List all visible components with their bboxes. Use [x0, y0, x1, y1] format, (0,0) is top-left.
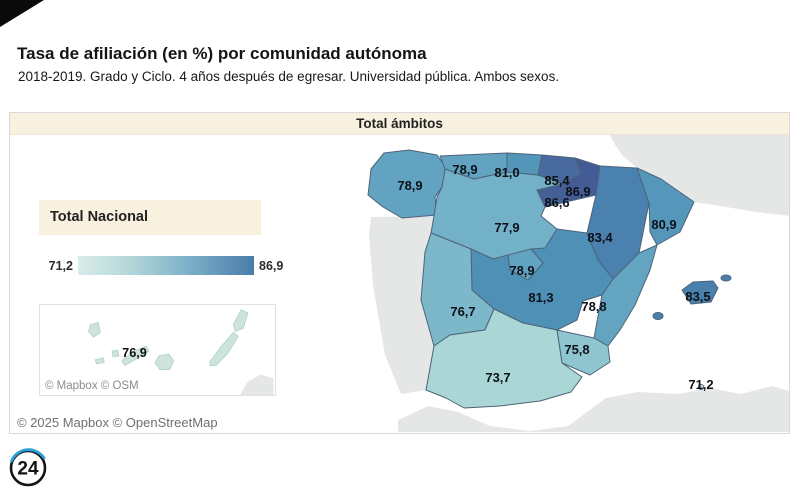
panel-header-total-ambitos: Total ámbitos — [10, 113, 789, 135]
label-baleares: 83,5 — [685, 289, 711, 304]
inset-map-attribution[interactable]: © Mapbox © OSM — [45, 380, 139, 392]
baleares-menorca[interactable] — [721, 275, 731, 281]
map-panel — [9, 112, 790, 434]
logo-text: 24 — [17, 458, 39, 480]
region-canarias[interactable] — [89, 310, 248, 370]
island-gran-canaria[interactable] — [155, 354, 174, 370]
label-valencia: 78,8 — [581, 299, 607, 314]
label-castilla-la-mancha: 81,3 — [528, 290, 554, 305]
legend-min-value: 71,2 — [48, 258, 73, 273]
island-el-hierro[interactable] — [95, 358, 104, 364]
color-scale-legend — [39, 256, 283, 275]
legend-gradient-bar — [78, 256, 254, 275]
site-logo-24 — [6, 445, 50, 489]
label-asturias: 78,9 — [452, 162, 478, 177]
canary-islands-inset-map — [39, 304, 276, 396]
island-fuerteventura[interactable] — [210, 332, 238, 365]
label-la-rioja: 86,6 — [544, 195, 570, 210]
label-navarra: 86,9 — [565, 184, 591, 199]
label-castilla-y-leon: 77,9 — [494, 220, 520, 235]
map-attribution[interactable]: © 2025 Mapbox © OpenStreetMap — [17, 415, 218, 430]
legend-title-box: Total Nacional — [39, 200, 261, 235]
inset-africa-corner — [240, 374, 273, 395]
label-cantabria: 81,0 — [494, 165, 520, 180]
island-la-palma[interactable] — [89, 323, 101, 338]
island-lanzarote[interactable] — [233, 310, 248, 332]
label-melilla: 71,2 — [688, 377, 714, 392]
label-aragon: 83,4 — [587, 230, 613, 245]
label-madrid: 78,9 — [509, 263, 535, 278]
legend-max-value: 86,9 — [259, 258, 284, 273]
page-subtitle: 2018-2019. Grado y Ciclo. 4 años después de egresar. Universidad pública. Ambos sexos. — [18, 69, 560, 84]
baleares-ibiza[interactable] — [653, 313, 663, 320]
label-canarias: 76,9 — [122, 344, 147, 360]
label-andalucia: 73,7 — [485, 370, 511, 385]
label-galicia: 78,9 — [397, 178, 423, 193]
corner-fold-decoration — [0, 0, 44, 27]
label-murcia: 75,8 — [564, 342, 590, 357]
label-pais-vasco: 85,4 — [544, 173, 570, 188]
label-extremadura: 76,7 — [450, 304, 476, 319]
island-la-gomera[interactable] — [112, 350, 119, 357]
label-cataluna: 80,9 — [651, 217, 677, 232]
page-title: Tasa de afiliación (en %) por comunidad autónoma — [17, 44, 427, 63]
